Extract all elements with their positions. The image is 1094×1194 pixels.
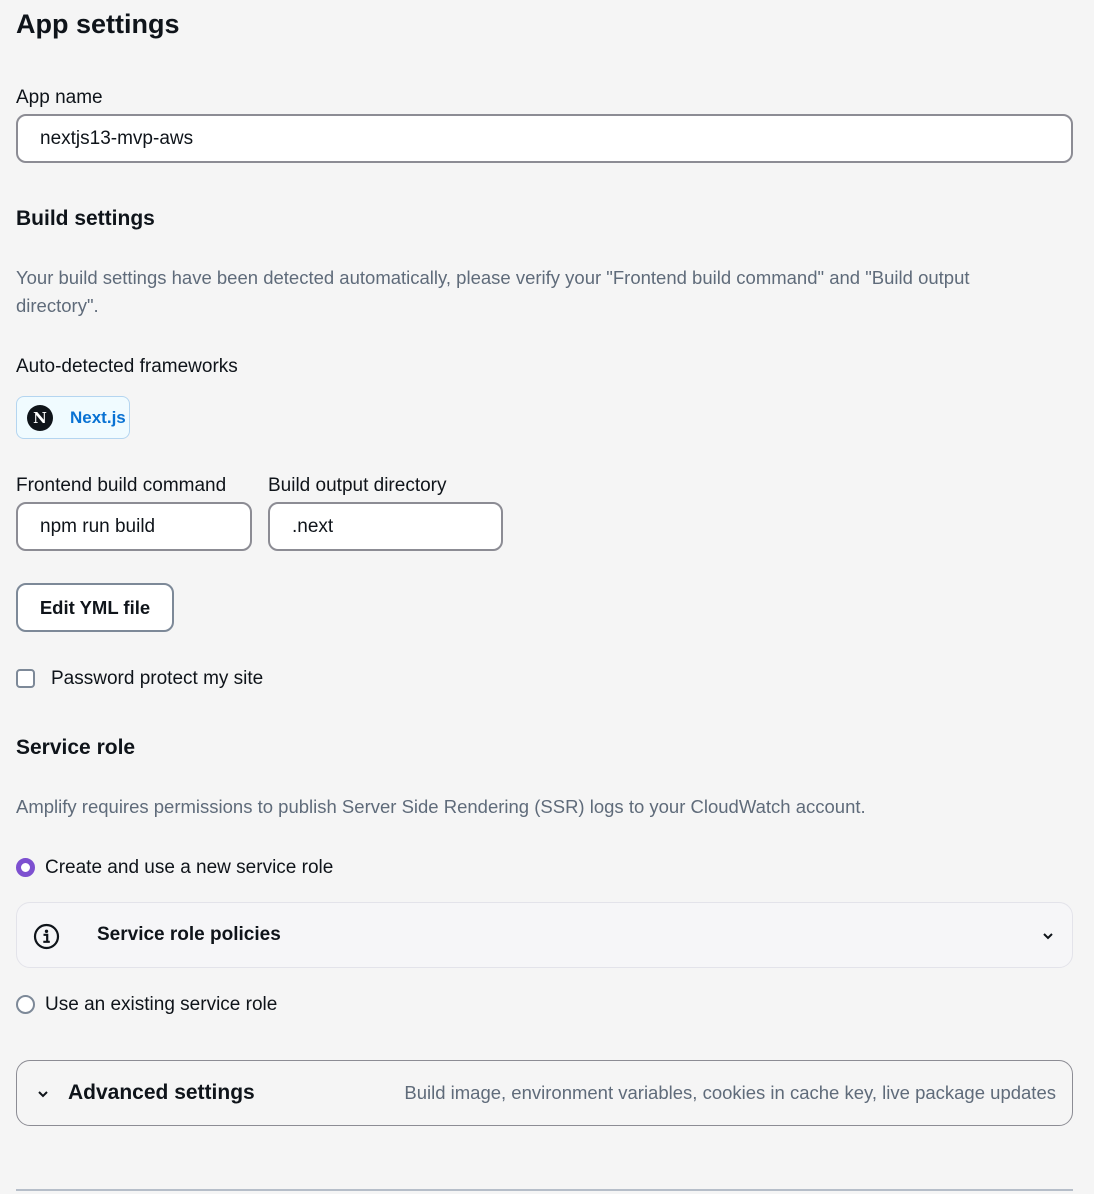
build-settings-description: Your build settings have been detected automatically, please verify your "Frontend build command" and "Build output directory". <box>16 267 970 316</box>
chevron-down-icon[interactable] <box>1041 931 1055 941</box>
build-output-directory-label: Build output directory <box>268 475 447 496</box>
info-icon <box>33 923 60 950</box>
service-role-title: Service role <box>16 736 136 759</box>
build-settings-title: Build settings <box>16 207 155 230</box>
advanced-settings-title: Advanced settings <box>68 1081 255 1104</box>
new-service-role-label[interactable]: Create and use a new service role <box>45 857 334 878</box>
new-service-role-radio[interactable] <box>16 858 35 877</box>
service-role-policies-panel[interactable] <box>16 902 1073 968</box>
existing-service-role-radio[interactable] <box>16 995 35 1014</box>
framework-chip-nextjs <box>16 396 130 439</box>
password-protect-label[interactable]: Password protect my site <box>51 668 264 689</box>
advanced-settings-summary: Build image, environment variables, cookies in cache key, live package updates <box>404 1082 1056 1103</box>
framework-chip-label: Next.js <box>70 407 126 427</box>
app-name-label: App name <box>16 87 103 108</box>
section-divider <box>16 1189 1073 1191</box>
app-name-input[interactable]: nextjs13-mvp-aws <box>16 114 1073 163</box>
service-role-description: Amplify requires permissions to publish Server Side Rendering (SSR) logs to your CloudWatch account. <box>16 796 866 817</box>
build-output-directory-input[interactable]: .next <box>268 502 503 551</box>
auto-detected-frameworks-label: Auto-detected frameworks <box>16 356 238 377</box>
service-role-policies-title: Service role policies <box>97 924 281 945</box>
nextjs-logo-icon: N <box>27 405 53 431</box>
existing-service-role-label[interactable]: Use an existing service role <box>45 994 278 1015</box>
frontend-build-command-label: Frontend build command <box>16 475 227 496</box>
frontend-build-command-input[interactable]: npm run build <box>16 502 252 551</box>
page-title: App settings <box>16 9 180 39</box>
advanced-settings-expander[interactable] <box>16 1060 1073 1126</box>
edit-yml-file-button[interactable]: Edit YML file <box>16 583 174 632</box>
password-protect-checkbox[interactable] <box>16 669 35 688</box>
chevron-down-icon <box>36 1089 50 1099</box>
